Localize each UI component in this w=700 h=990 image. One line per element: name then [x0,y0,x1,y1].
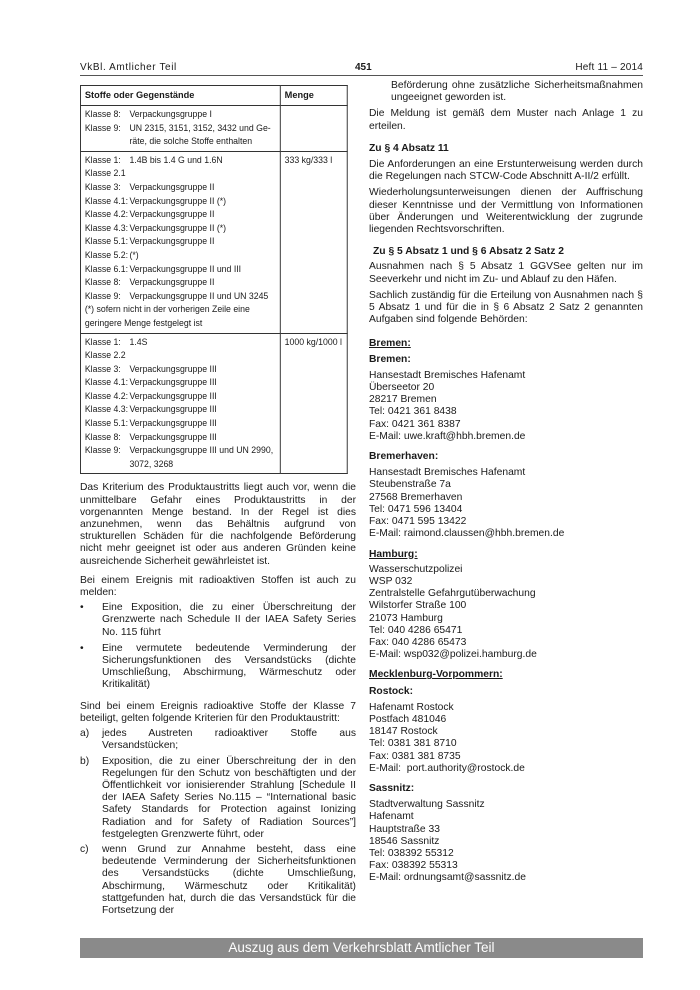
paragraph: Die Anforderungen an eine Erstunterweisung werden durch die Regelungen nach STCW-Code Abschnitt A-II/2 erfüllt. [369,159,643,183]
table-row [80,333,347,474]
class-line: Klasse 1: 1.4B bis 1.4 G und 1.6N [84,154,223,165]
address-block: Stadtverwaltung Sassnitz Hafenamt Hauptstraße 33 18546 Sassnitz Tel: 038392 55312 Fax: 038392 55313 E-Mail: ordnungsamt@sassnitz.de [369,799,526,884]
class-line: Klasse 9: Verpackungsgruppe II und UN 3245 [84,290,269,301]
table-row [80,106,347,152]
list-item: • Eine Exposition, die zu einer Überschreitung der Grenzwerte nach Schedule II der IAEA Safety Series No. 115 führt [80,602,356,638]
list-item: c) wenn Grund zur Annahme besteht, dass eine bedeutende Verminderung der Sicherheitsfunktionen des Versandstücks (dichte Umschließung, Abschirmung, Wärmeschutz oder Kritikalität) stattgefunden hat, durch die das Versandstück für die Fortsetzung der [80,843,356,916]
city-heading: Rostock: [369,685,414,697]
class-line: Klasse 1: 1.4S [84,336,148,347]
paragraph: Sachlich zuständig für die Erteilung von Ausnahmen nach § 5 Absatz 1 und für die in § 6 Absatz 2 Satz 2 genannten Aufgaben sind folgende Behörden: [369,289,643,326]
footer-banner: Auszug aus dem Verkehrsblatt Amtlicher Teil [80,938,643,958]
paragraph: Das Kriterium des Produktaustritts liegt auch vor, wenn die unmittelbare Gefahr eines Produktaustritts in der vorgenannten Menge bestand. In der Regel ist dies anzunehmen, wenn das Behältnis aufgrund von strukturellen Schäden für die nachfolgende Beförderung nicht mehr geeignet ist oder aus anderen Gründen keine ausreichende Sicherheit gewährleistet ist. [80,482,356,567]
right-column [369,80,643,885]
paragraph: Wiederholungsunterweisungen dienen der Auffrischung dieser Kenntnisse und der Vermittlung von Informationen über Änderungen und Weiterentwicklung der zugrunde liegenden Rechtsvorschriften. [369,187,643,236]
table-footnote: (*) sofern nicht in der vorherigen Zeile eine geringere Menge festgelegt ist [84,304,250,328]
table-header-quantity: Menge [280,86,347,106]
class-line: Klasse 5.1:Verpackungsgruppe III [84,418,217,429]
class-line: Klasse 3: Verpackungsgruppe II [84,181,215,192]
class-line: Klasse 9: UN 2315, 3151, 3152, 3432 und Ge-räte, die solche Stoffe enthalten [84,122,271,147]
left-column [80,85,356,917]
class-line: Klasse 6.1:Verpackungsgruppe II und III [84,263,242,274]
page-number: 451 [355,62,372,73]
class-line: Klasse 3: Verpackungsgruppe III [84,363,217,374]
state-heading-mv: Mecklenburg-Vorpommern: [369,669,503,681]
class-line: Klasse 2.1 [84,168,126,179]
paragraph: Ausnahmen nach § 5 Absatz 1 GGVSee gelten nur im Seeverkehr und nicht im Zu- und Ablauf zu den Häfen. [369,261,643,285]
table-header-substances: Stoffe oder Gegenstände [80,86,280,106]
class-line: Klasse 4.3:Verpackungsgruppe II (*) [84,222,227,233]
address-block: Hansestadt Bremisches Hafenamt Überseetor 20 28217 Bremen Tel: 0421 361 8438 Fax: 0421 361 8387 E-Mail: uwe.kraft@hbh.bremen.de [369,369,526,442]
class-line: Klasse 9: Verpackungsgruppe III und UN 2990, 3072, 3268 [84,445,274,469]
journal-name: VkBl. Amtlicher Teil [80,62,177,73]
city-heading: Bremerhaven: [369,451,439,463]
class-line: Klasse 8: Verpackungsgruppe III [84,431,217,442]
city-heading: Sassnitz: [369,782,415,794]
header-rule [80,75,643,76]
state-heading-bremen: Bremen: [369,338,411,350]
address-block: Wasserschutzpolizei WSP 032 Zentralstelle Gefahrgutüberwachung Wilstorfer Straße 100 21073 Hamburg Tel: 040 4286 65471 Fax: 040 4286 65473 E-Mail: wsp032@polizei.hamburg.de [369,563,537,661]
section-heading: Zu § 4 Absatz 11 [369,142,449,154]
class-line: Klasse 8: Verpackungsgruppe I [84,109,212,119]
table-row [80,151,347,333]
quantity-cell: 1000 kg/1000 l [280,333,347,474]
class-line: Klasse 4.2:Verpackungsgruppe III [84,390,217,401]
class-line: Klasse 5.1:Verpackungsgruppe II [84,236,215,247]
list-item: b) Exposition, die zu einer Überschreitung der in den Regelungen für den Schutz von beschäftigten und der Öffentlichkeit vor ionisierender Strahlung [Schedule II der IAEA Safety Series No.115 – “International basic Safety Standards for Protection against Ionizing Radiation and for Safety of Radiation Sources”] festgelegten Grenzwerte führt, oder [80,755,356,840]
address-block: Hafenamt Rostock Postfach 481046 18147 Rostock Tel: 0381 381 8710 Fax: 0381 381 8735 E-Mail: port.authority@rostock.de [369,701,525,774]
address-block: Hansestadt Bremisches Hafenamt Steubenstraße 7a 27568 Bremerhaven Tel: 0471 596 13404 Fax: 0471 595 13422 E-Mail: raimond.claussen@hbh.bremen.de [369,467,565,540]
class-line: Klasse 2.2 [84,350,126,361]
list-item: • Eine vermutete bedeutende Verminderung der Sicherungsfunktionen des Versandstücks (dichte Umschließung, Abschirmung, Wärmeschutz oder Kritikalität) [80,642,356,691]
page-header [80,62,643,75]
section-heading: Zu § 5 Absatz 1 und § 6 Absatz 2 Satz 2 [373,246,564,258]
class-line: Klasse 4.1:Verpackungsgruppe III [84,377,217,388]
state-heading-hamburg: Hamburg: [369,548,418,560]
class-line: Klasse 8: Verpackungsgruppe II [84,277,215,288]
substances-table [80,85,348,474]
paragraph: Die Meldung ist gemäß dem Muster nach Anlage 1 zu erteilen. [369,108,643,132]
city-heading: Bremen: [369,353,411,365]
class-line: Klasse 4.3:Verpackungsgruppe III [84,404,217,415]
quantity-cell: 333 kg/333 l [280,151,347,333]
class-line: Klasse 4.2:Verpackungsgruppe II [84,209,215,220]
class-line: Klasse 4.1:Verpackungsgruppe II (*) [84,195,227,206]
class-line: Klasse 5.2:(*) [84,249,139,260]
paragraph: Bei einem Ereignis mit radioaktiven Stoffen ist auch zu melden: [80,574,356,599]
list-item: a) jedes Austreten radioaktiver Stoffe aus Versandstücken; [80,728,356,752]
paragraph: Beförderung ohne zusätzliche Sicherheitsmaßnahmen ungeeignet geworden ist. [391,80,643,104]
paragraph: Sind bei einem Ereignis radioaktive Stoffe der Klasse 7 beteiligt, gelten folgende Kriterien für den Produktaustritt: [80,700,356,724]
issue-number: Heft 11 – 2014 [575,62,643,73]
